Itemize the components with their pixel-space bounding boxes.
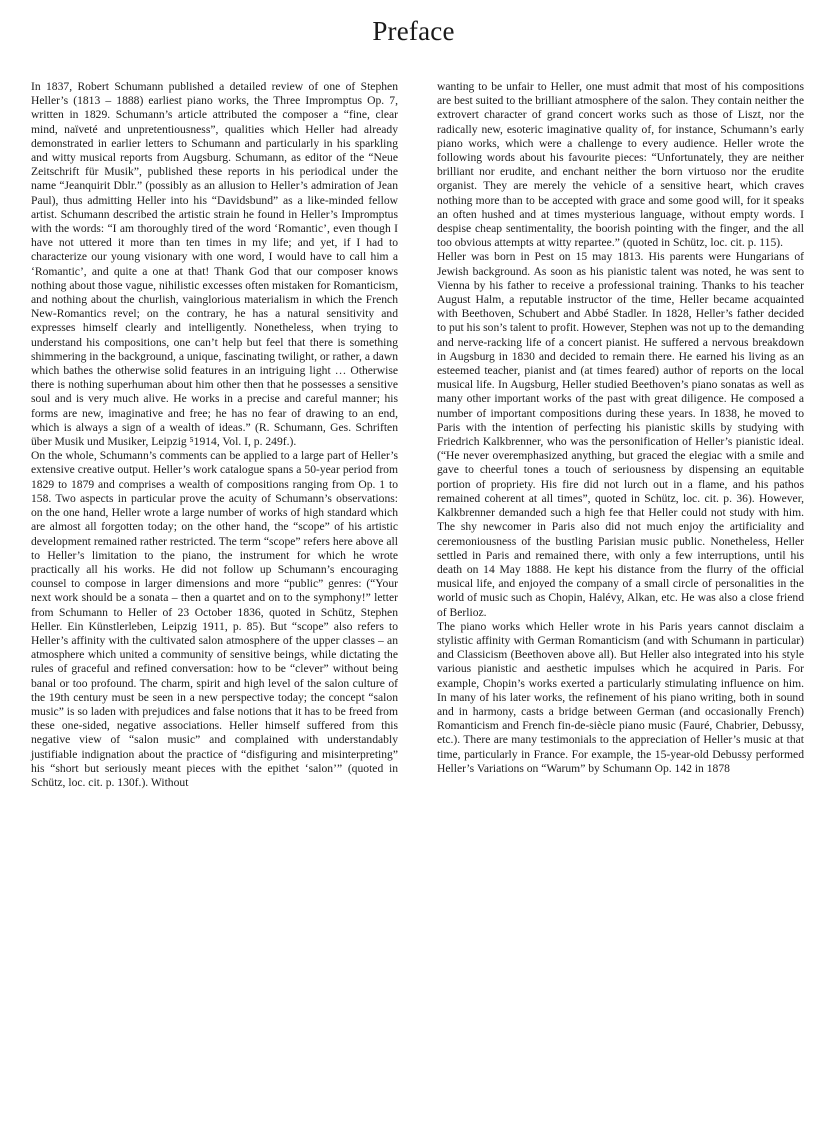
paragraph: Heller was born in Pest on 15 may 1813. His parents were Hungarians of Jewish background. As soon as his pianistic talent was noted, he was sent to Vienna by his father to receive a professional training. Thanks to his teacher August Halm, a reputable instructor of the time, Heller became acquainted with Beethoven, Schubert and Abbé Stadler. In 1828, Heller’s father decided to put his son’s talent to profit. However, Stephen was not up to the demanding and nerve-racking life of a concert pianist. He suffered a nervous breakdown in Augsburg in 1830 and decided to remain there. He earned his living as an esteemed teacher, pianist and (at times feared) author of reports on the local musical life. In Augsburg, Heller studied Beethoven’s piano sonatas as well as many other important works of the past with great diligence. He composed a number of important compositions during these years. In 1838, he moved to Paris with the intention of perfecting his pianistic skills by studying with Friedrich Kalkbrenner, who was the personification of Heller’s pianistic ideal. (“He never overemphasized anything, but graced the elegiac with a smile and gave to cheerful tones a touch of seriousness by dispensing an equitable portion of propriety. His fire did not lurch out in a flame, and his pathos remained coherent at all times”, quoted in Schütz, loc. cit. p. 36). However, Kalkbrenner demanded such a high fee that Heller could not study with him. The shy newcomer in Paris also did not much enjoy the artificiality and ceremoniousness of the bustling Parisian music public. Nonetheless, Heller settled in Paris and remained there, with only a few interruptions, until his death on 14 May 1888. He kept his distance from the flurry of the official musical life, and enjoyed the company of a small circle of personalities in the world of music such as Chopin, Halévy, Alkan, etc. He was also a close friend of Berlioz.	[437, 250, 804, 619]
paragraph: The piano works which Heller wrote in his Paris years cannot disclaim a stylistic affinity with German Romanticism (and with Schumann in particular) and Classicism (Beethoven above all). But Heller also integrated into his style various pianistic and aesthetic impulses which he acquired in Paris. For example, Chopin’s works exerted a particularly stimulating influence on him. In many of his later works, the refinement of his piano writing, both in sound and in harmony, casts a bridge between German (and occasionally French) Romanticism and French fin-de-siècle piano music (Fauré, Chabrier, Debussy, etc.). There are many testimonials to the appreciation of Heller’s music at that time, particularly in France. For example, the 15-year-old Debussy performed Heller’s Variations on “Warum” by Schumann Op. 142 in 1878	[437, 619, 804, 775]
paragraph: wanting to be unfair to Heller, one must admit that most of his compositions are best suited to the brilliant atmosphere of the salon. They contain neither the extrovert character of grand concert works such as those of Liszt, nor the radically new, esoteric imaginative quality of, for instance, Schumann’s early piano works, which were a challenge to every audience. Heller wrote the following words about his favourite pieces: “Unfortunately, they are neither brilliant nor erudite, and enchant neither the born virtuoso nor the erudite organist. They are merely the vehicle of a sensitive heart, which craves nothing more than to be accepted with grace and some good will, for it speaks an often hushed and at times mysterious language, without empty words. I despise cheap sentimentality, the boorish pointing with the finger, and the all too obvious attempts at witty repartee.” (quoted in Schütz, loc. cit. p. 115).	[437, 80, 804, 250]
paragraph: On the whole, Schumann’s comments can be applied to a large part of Heller’s extensive creative output. Heller’s work catalogue spans a 50-year period from 1829 to 1879 and comprises a wealth of compositions ranging from Op. 1 to 158. Two aspects in particular prove the acuity of Schumann’s observations: on the one hand, Heller wrote a large number of works of high standard which are almost all forgotten today; on the other hand, the “scope” of his artistic development remained rather restricted. The term “scope” refers here above all to Heller’s limitation to the piano, the instrument for which he wrote practically all his works. He did not follow up Schumann’s encouraging counsel to compose in larger dimensions and more “public” genres: (“Your next work should be a sonata – then a quartet and on to the symphony!” letter from Schumann to Heller of 23 October 1836, quoted in Schütz, Stephen Heller. Ein Künstlerleben, Leipzig 1911, p. 85). But “scope” also refers to Heller’s affinity with the cultivated salon atmosphere of the upper classes – an atmosphere which united a community of sensitive beings, while dictating the rules of graceful and refined conversation: how to be “clever” without being banal or too profound. The charm, spirit and high level of the salon culture of the 19th century must be seen in a new perspective today; the concept “salon music” is so laden with prejudices and false notions that it has to be freed from these one-sided, negative associations. Heller himself suffered from this negative view of “salon music” and complained with understandably justifiable indignation about the practice of “disfiguring and misinterpreting” his “short but seriously meant pieces with the epithet ‘salon’” (quoted in Schütz, loc. cit. p. 130f.). Without	[31, 449, 398, 789]
right-column	[437, 80, 804, 776]
paragraph: In 1837, Robert Schumann published a detailed review of one of Stephen Heller’s (1813 – 1888) earliest piano works, the Three Impromptus Op. 7, written in 1829. Schumann’s article attributed the composer a “fine, clear mind, naïveté and unpretentiousness”, qualities which Heller had already demonstrated in earlier letters to Schumann and particularly in his sparkling and witty musical reports from Augsburg. Schumann, as editor of the “Neue Zeitschrift für Musik”, published these reports in his periodical under the name “Jeanquirit Dblr.” (possibly as an allusion to Heller’s admiration of Jean Paul), thus admitting Heller into his “Davidsbund” as a like-minded fellow artist. Schumann described the artistic strain he found in Heller’s Impromptus with the words: “I am thoroughly tired of the word ‘Romantic’, even though I have not uttered it more than ten times in my life; and yet, if I had to characterize our young visionary with one word, I would have to call him a ‘Romantic’, and quite a one at that! Thank God that our composer knows nothing about those vague, nihilistic excesses often mistaken for Romanticism, and nothing about the churlish, vainglorious materialism in which the French New-Romantics revel; on the contrary, he has a natural sensitivity and expresses himself clearly and intelligently. Nonetheless, when trying to understand his compositions, one can’t help but feel that there is something shimmering in the background, a unique, fascinating twilight, or rather, a dawn which bathes the otherwise solid features in an intriguing light … Otherwise there is nothing superhuman about him other then that he possesses a sensitive soul and is very much alive. He works in a precise and careful manner; his forms are new, imaginative and free; he has no fear of drawing to an end, which is always a sign of a wealth of ideas.” (R. Schumann, Ges. Schriften über Musik und Musiker, Leipzig ⁵1914, Vol. I, p. 249f.).	[31, 80, 398, 449]
left-column	[31, 80, 398, 790]
page-title: Preface	[372, 16, 455, 46]
